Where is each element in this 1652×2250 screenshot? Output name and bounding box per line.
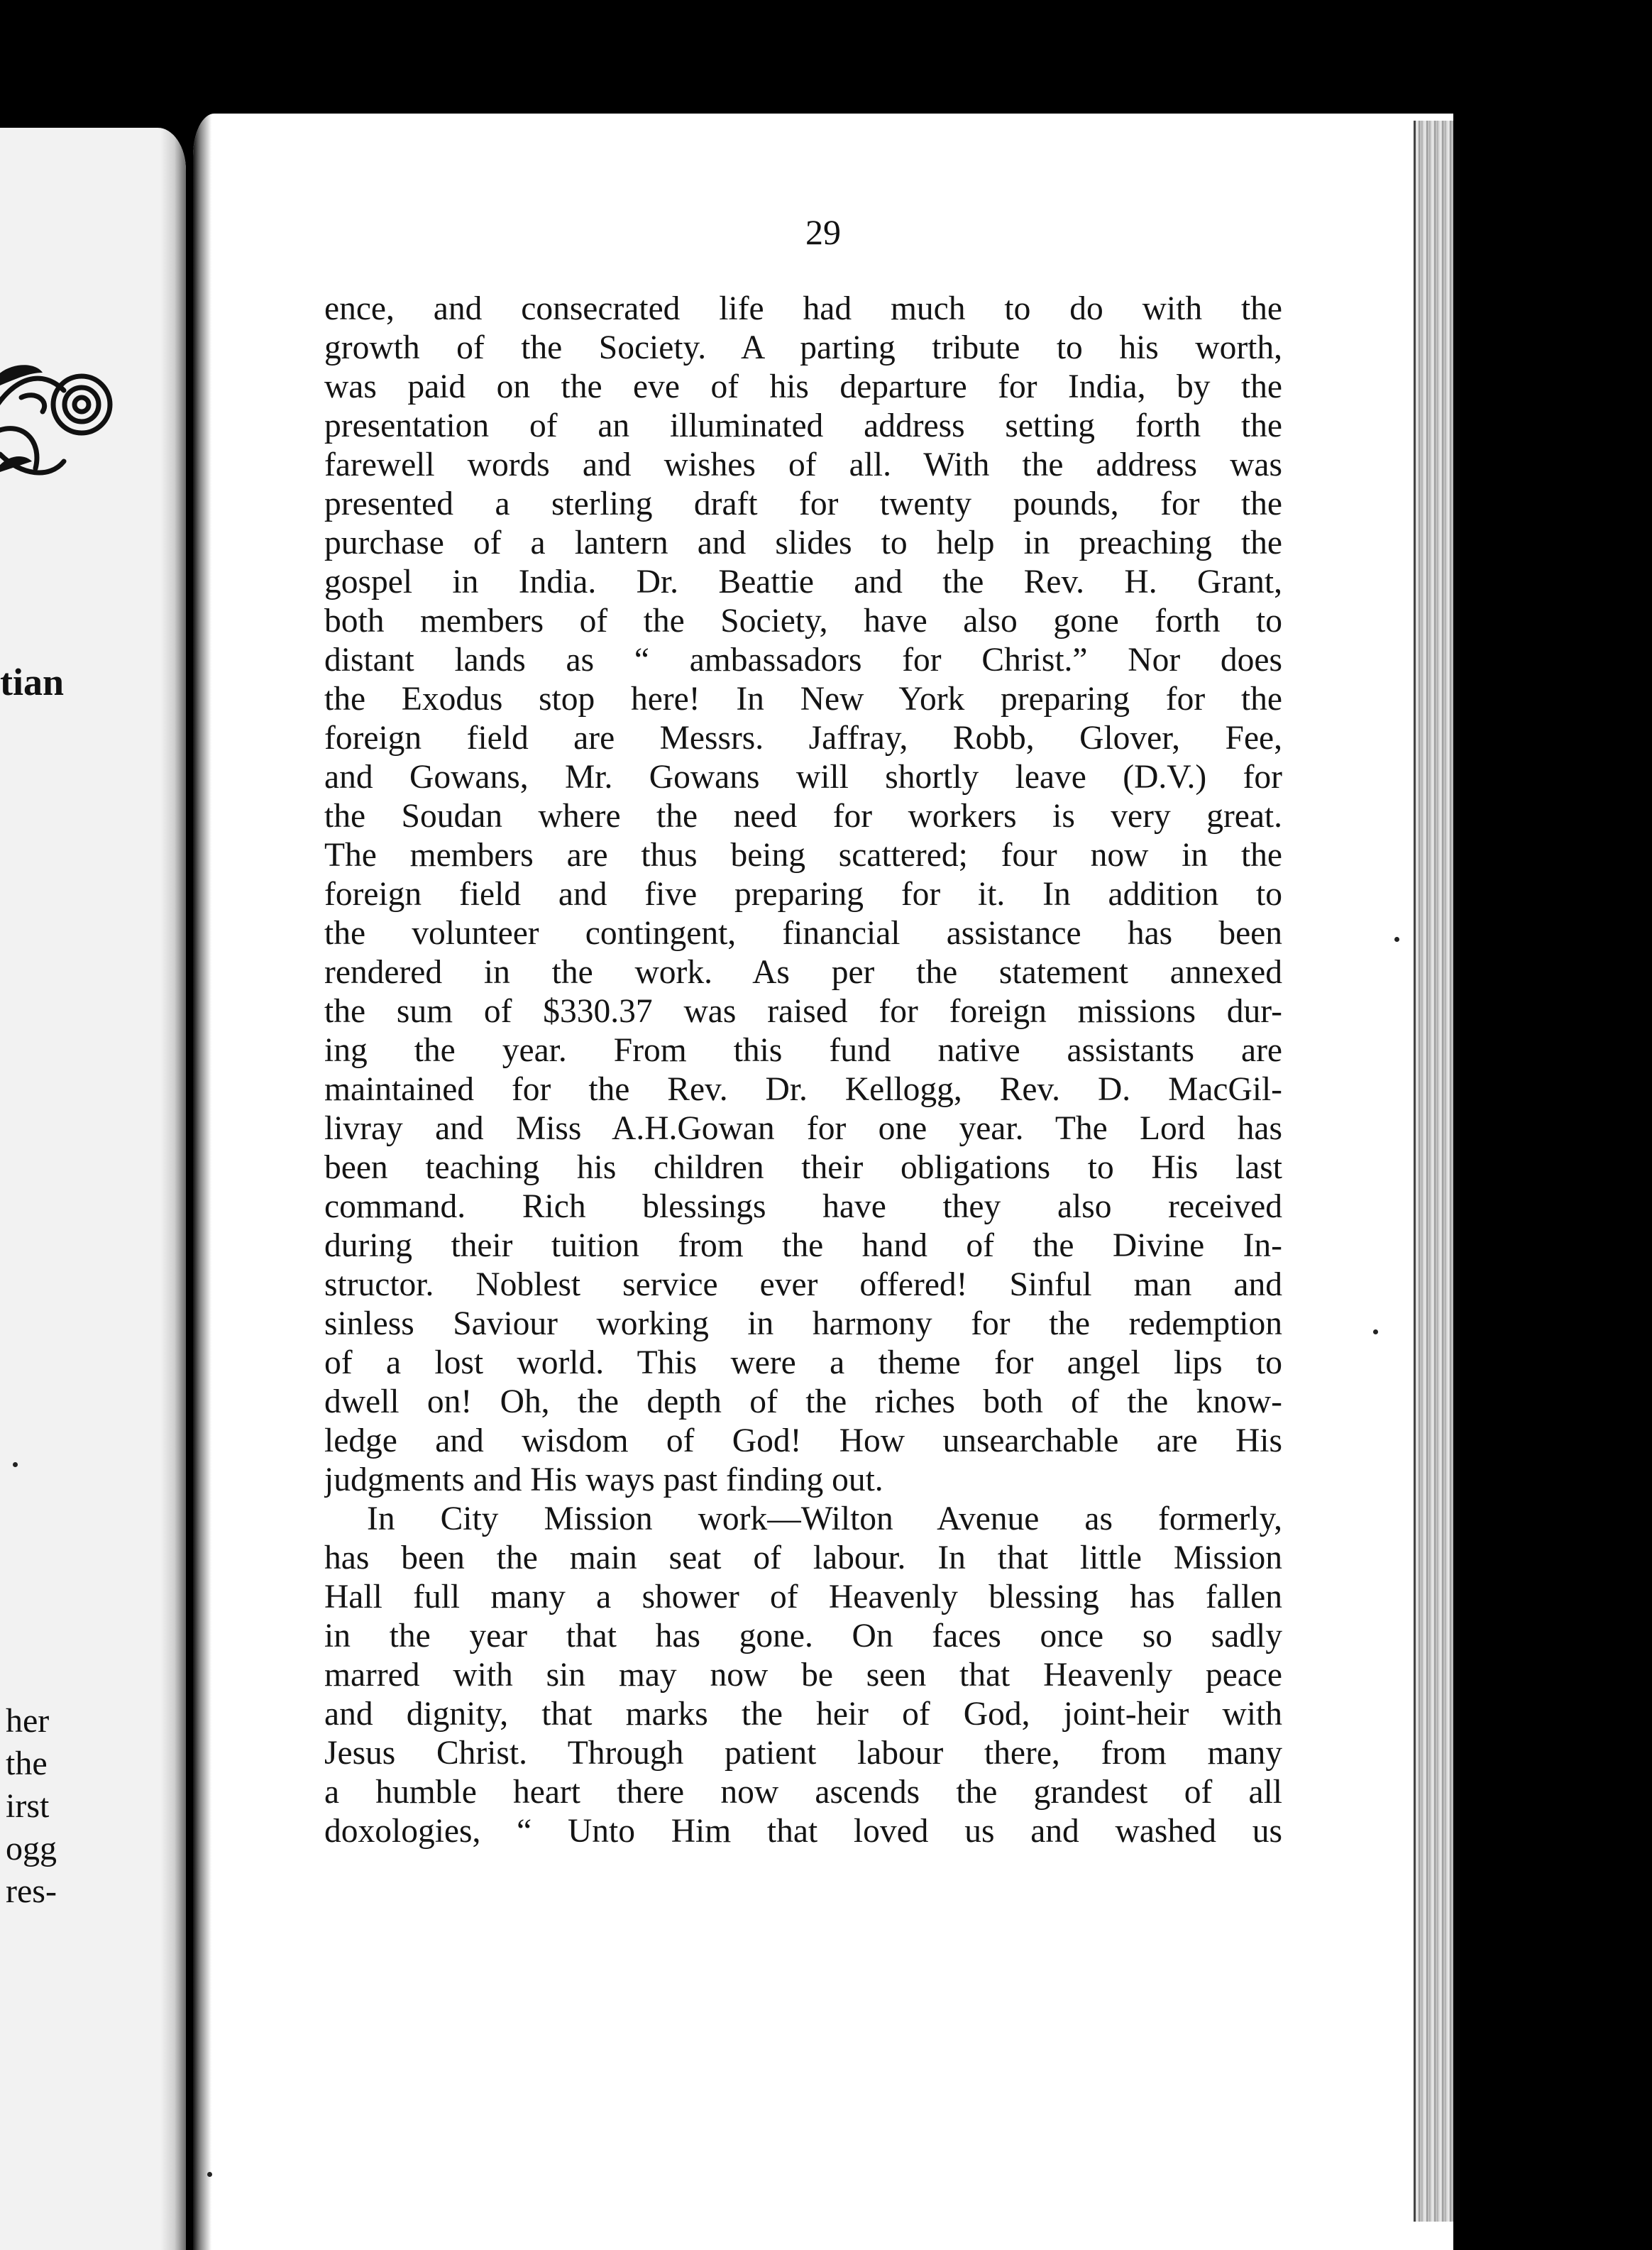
text-line: of a lost world. This were a theme for angel lips to (324, 1344, 1282, 1381)
text-line: the volunteer contingent, financial assistance has been (324, 915, 1282, 952)
scan-speck (1394, 937, 1399, 942)
left-page-line-fragment: ogg (6, 1830, 57, 1867)
gutter-shadow (193, 114, 211, 2250)
text-line: judgments and His ways past finding out. (324, 1461, 883, 1498)
text-line: both members of the Society, have also gone forth to (324, 603, 1282, 640)
text-line: The members are thus being scattered; four now in the (324, 837, 1282, 874)
left-page-gutter (160, 128, 186, 2250)
text-line: distant lands as “ ambassadors for Christ.” Nor does (324, 642, 1282, 679)
text-line: structor. Noblest service ever offered! Sinful man and (324, 1266, 1282, 1303)
text-line: in the year that has gone. On faces once so sadly (324, 1618, 1282, 1654)
scan-speck (1373, 1329, 1378, 1334)
left-page-heading-fragment: tian (0, 661, 65, 703)
text-line: ence, and consecrated life had much to do with the (324, 290, 1282, 327)
text-line: rendered in the work. As per the statement annexed (324, 954, 1282, 991)
scan-speck (207, 2172, 212, 2177)
text-line: maintained for the Rev. Dr. Kellogg, Rev. D. MacGil- (324, 1071, 1282, 1108)
page-edge-stack (1414, 121, 1453, 2222)
text-line: growth of the Society. A parting tribute to his worth, (324, 329, 1282, 366)
text-line: the sum of $330.37 was raised for foreign missions dur- (324, 993, 1282, 1030)
text-line: and dignity, that marks the heir of God, joint-heir with (324, 1696, 1282, 1733)
text-line: the Soudan where the need for workers is very great. (324, 798, 1282, 835)
text-line: gospel in India. Dr. Beattie and the Rev. H. Grant, (324, 564, 1282, 600)
scan-speck (13, 1462, 18, 1467)
page-number: 29 (805, 212, 841, 252)
text-line: farewell words and wishes of all. With the address was (324, 446, 1282, 483)
text-line: a humble heart there now ascends the grandest of all (324, 1774, 1282, 1811)
text-line: been teaching his children their obligations to His last (324, 1149, 1282, 1186)
text-line: foreign field and five preparing for it. In addition to (324, 876, 1282, 913)
text-line: ing the year. From this fund native assistants are (324, 1032, 1282, 1069)
text-line: purchase of a lantern and slides to help in preaching the (324, 525, 1282, 561)
text-line: sinless Saviour working in harmony for the redemption (324, 1305, 1282, 1342)
text-line: and Gowans, Mr. Gowans will shortly leave (D.V.) for (324, 759, 1282, 796)
text-line: marred with sin may now be seen that Heavenly peace (324, 1657, 1282, 1694)
text-line: livray and Miss A.H.Gowan for one year. The Lord has (324, 1110, 1282, 1147)
text-line: Hall full many a shower of Heavenly blessing has fallen (324, 1579, 1282, 1615)
body-text (324, 290, 1282, 1851)
text-line: dwell on! Oh, the depth of the riches both of the know- (324, 1383, 1282, 1420)
left-page-line-fragment: the (6, 1745, 48, 1782)
ornament-flourish-icon (0, 334, 121, 490)
text-line: during their tuition from the hand of the Divine In- (324, 1227, 1282, 1264)
left-page-line-fragment: her (6, 1702, 50, 1740)
text-line: presentation of an illuminated address setting forth the (324, 407, 1282, 444)
text-line: was paid on the eve of his departure for India, by the (324, 368, 1282, 405)
text-line: In City Mission work—Wilton Avenue as formerly, (367, 1500, 1282, 1537)
text-line: Jesus Christ. Through patient labour there, from many (324, 1735, 1282, 1772)
text-line: doxologies, “ Unto Him that loved us and washed us (324, 1813, 1282, 1850)
text-line: ledge and wisdom of God! How unsearchable are His (324, 1422, 1282, 1459)
text-line: presented a sterling draft for twenty pounds, for the (324, 485, 1282, 522)
text-line: the Exodus stop here! In New York preparing for the (324, 681, 1282, 718)
text-line: foreign field are Messrs. Jaffray, Robb, Glover, Fee, (324, 720, 1282, 757)
left-page-line-fragment: irst (6, 1787, 50, 1825)
left-page-line-fragment: res- (6, 1872, 57, 1910)
text-line: command. Rich blessings have they also received (324, 1188, 1282, 1225)
right-page (193, 114, 1453, 2250)
left-page (0, 128, 186, 2250)
text-line: has been the main seat of labour. In that little Mission (324, 1540, 1282, 1576)
